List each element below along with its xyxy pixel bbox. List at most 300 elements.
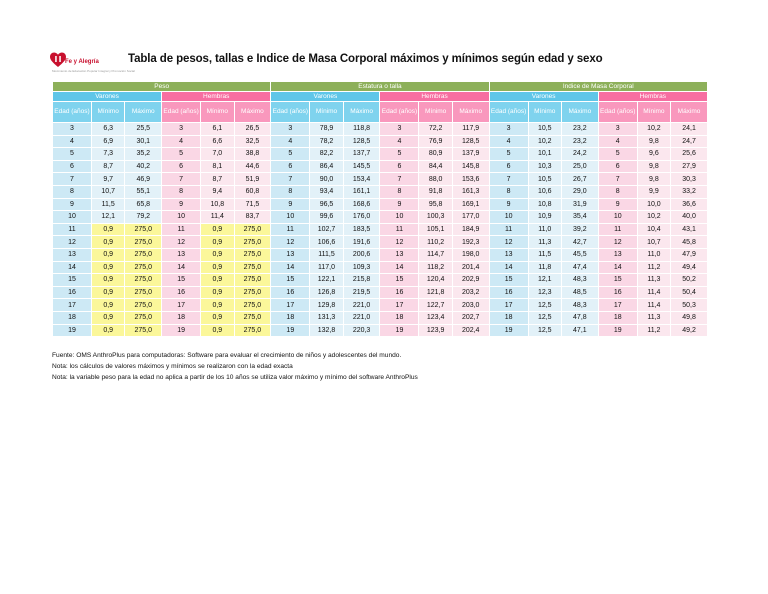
minimum-cell: 0,9 [92, 224, 124, 236]
minimum-cell: 10,1 [529, 148, 561, 160]
page-title: Tabla de pesos, tallas e Indice de Masa Corporal máximos y mínimos según edad y sexo [128, 53, 603, 65]
maximum-cell: 198,0 [453, 249, 489, 261]
minimum-cell: 0,9 [92, 287, 124, 299]
table-row [53, 249, 707, 261]
age-cell: 18 [53, 312, 91, 324]
minimum-cell: 131,3 [310, 312, 342, 324]
minimum-cell: 0,9 [201, 274, 233, 286]
note-weight-variable: Nota: la variable peso para la edad no aplica a partir de los 10 años se utiliza valor máximo y mínimo del software AnthroPlus [52, 374, 418, 381]
minimum-cell: 10,3 [529, 161, 561, 173]
minimum-cell: 11,0 [529, 224, 561, 236]
maximum-cell: 29,0 [562, 186, 598, 198]
minimum-cell: 102,7 [310, 224, 342, 236]
minimum-cell: 0,9 [201, 236, 233, 248]
age-cell: 3 [162, 123, 200, 135]
table-row [53, 211, 707, 223]
minimum-cell: 11,2 [638, 262, 670, 274]
age-cell: 5 [490, 148, 528, 160]
maximum-cell: 202,9 [453, 274, 489, 286]
age-cell: 15 [599, 274, 637, 286]
maximum-cell: 46,9 [125, 173, 161, 185]
minimum-cell: 8,7 [92, 161, 124, 173]
maximum-cell: 83,7 [235, 211, 271, 223]
age-cell: 6 [380, 161, 418, 173]
table-row [53, 186, 707, 198]
age-cell: 6 [271, 161, 309, 173]
age-cell: 15 [490, 274, 528, 286]
minimum-cell: 123,4 [419, 312, 451, 324]
maximum-cell: 118,8 [344, 123, 380, 135]
age-cell: 14 [271, 262, 309, 274]
maximum-cell: 25,5 [125, 123, 161, 135]
age-cell: 4 [53, 136, 91, 148]
group-header-peso: Peso [53, 82, 270, 91]
age-cell: 18 [599, 312, 637, 324]
maximum-cell: 32,5 [235, 136, 271, 148]
minimum-cell: 12,1 [92, 211, 124, 223]
logo-brand: Fe y Alegría [65, 59, 99, 65]
sex-header-varones: Varones [53, 92, 161, 101]
maximum-cell: 137,9 [453, 148, 489, 160]
column-header: Mínimo [529, 102, 561, 122]
minimum-cell: 11,8 [529, 262, 561, 274]
age-cell: 8 [599, 186, 637, 198]
minimum-cell: 95,8 [419, 199, 451, 211]
minimum-cell: 0,9 [92, 236, 124, 248]
age-cell: 17 [53, 299, 91, 311]
maximum-cell: 33,2 [671, 186, 707, 198]
minimum-cell: 9,7 [92, 173, 124, 185]
column-header: Máximo [671, 102, 707, 122]
maximum-cell: 35,2 [125, 148, 161, 160]
age-cell: 16 [271, 287, 309, 299]
maximum-cell: 177,0 [453, 211, 489, 223]
age-cell: 4 [599, 136, 637, 148]
maximum-cell: 128,5 [344, 136, 380, 148]
minimum-cell: 86,4 [310, 161, 342, 173]
minimum-cell: 117,0 [310, 262, 342, 274]
minimum-cell: 11,3 [529, 236, 561, 248]
table-row [53, 299, 707, 311]
column-header: Edad (años) [490, 102, 528, 122]
age-cell: 19 [380, 325, 418, 337]
maximum-cell: 128,5 [453, 136, 489, 148]
note-source: Fuente: OMS AnthroPlus para computadoras: Software para evaluar el crecimiento de niños y adolescentes del mundo. [52, 352, 402, 359]
minimum-cell: 10,5 [529, 123, 561, 135]
minimum-cell: 9,8 [638, 136, 670, 148]
minimum-cell: 0,9 [92, 274, 124, 286]
age-cell: 16 [599, 287, 637, 299]
maximum-cell: 275,0 [125, 287, 161, 299]
age-cell: 16 [490, 287, 528, 299]
maximum-cell: 275,0 [235, 299, 271, 311]
minimum-cell: 10,4 [638, 224, 670, 236]
minimum-cell: 12,3 [529, 287, 561, 299]
maximum-cell: 203,2 [453, 287, 489, 299]
maximum-cell: 200,6 [344, 249, 380, 261]
age-cell: 16 [162, 287, 200, 299]
age-cell: 7 [162, 173, 200, 185]
minimum-cell: 126,8 [310, 287, 342, 299]
age-cell: 3 [271, 123, 309, 135]
sex-header-hembras: Hembras [380, 92, 488, 101]
maximum-cell: 203,0 [453, 299, 489, 311]
column-header: Máximo [125, 102, 161, 122]
age-cell: 13 [53, 249, 91, 261]
minimum-cell: 0,9 [92, 249, 124, 261]
maximum-cell: 48,3 [562, 299, 598, 311]
maximum-cell: 153,6 [453, 173, 489, 185]
maximum-cell: 221,0 [344, 312, 380, 324]
maximum-cell: 215,8 [344, 274, 380, 286]
age-cell: 9 [380, 199, 418, 211]
age-cell: 11 [162, 224, 200, 236]
footnotes [52, 350, 418, 383]
age-cell: 19 [53, 325, 91, 337]
maximum-cell: 275,0 [125, 236, 161, 248]
maximum-cell: 275,0 [235, 312, 271, 324]
maximum-cell: 220,3 [344, 325, 380, 337]
age-cell: 15 [53, 274, 91, 286]
age-cell: 8 [271, 186, 309, 198]
column-header: Edad (años) [53, 102, 91, 122]
age-cell: 13 [380, 249, 418, 261]
age-cell: 9 [271, 199, 309, 211]
column-header: Edad (años) [162, 102, 200, 122]
sex-header-varones: Varones [490, 92, 598, 101]
maximum-cell: 275,0 [125, 262, 161, 274]
group-header-row [53, 82, 707, 91]
maximum-cell: 275,0 [235, 274, 271, 286]
minimum-cell: 10,7 [638, 236, 670, 248]
age-cell: 15 [162, 274, 200, 286]
minimum-cell: 105,1 [419, 224, 451, 236]
age-cell: 13 [162, 249, 200, 261]
minimum-cell: 7,3 [92, 148, 124, 160]
age-cell: 7 [599, 173, 637, 185]
maximum-cell: 23,2 [562, 123, 598, 135]
minimum-cell: 11,3 [638, 312, 670, 324]
age-cell: 7 [53, 173, 91, 185]
minimum-cell: 6,1 [201, 123, 233, 135]
minimum-cell: 10,6 [529, 186, 561, 198]
table-row [53, 236, 707, 248]
age-cell: 18 [162, 312, 200, 324]
age-cell: 17 [599, 299, 637, 311]
minimum-cell: 6,3 [92, 123, 124, 135]
maximum-cell: 137,7 [344, 148, 380, 160]
age-cell: 5 [162, 148, 200, 160]
growth-table [52, 81, 708, 337]
age-cell: 5 [53, 148, 91, 160]
age-cell: 6 [490, 161, 528, 173]
maximum-cell: 109,3 [344, 262, 380, 274]
age-cell: 14 [162, 262, 200, 274]
maximum-cell: 25,0 [562, 161, 598, 173]
column-header: Mínimo [419, 102, 451, 122]
minimum-cell: 8,7 [201, 173, 233, 185]
sex-header-row [53, 92, 707, 101]
age-cell: 11 [53, 224, 91, 236]
maximum-cell: 145,5 [344, 161, 380, 173]
column-header: Mínimo [638, 102, 670, 122]
minimum-cell: 11,0 [638, 249, 670, 261]
age-cell: 13 [599, 249, 637, 261]
age-cell: 4 [162, 136, 200, 148]
maximum-cell: 275,0 [235, 224, 271, 236]
maximum-cell: 44,6 [235, 161, 271, 173]
minimum-cell: 10,5 [529, 173, 561, 185]
minimum-cell: 7,0 [201, 148, 233, 160]
age-cell: 12 [271, 236, 309, 248]
column-header: Máximo [235, 102, 271, 122]
maximum-cell: 40,0 [671, 211, 707, 223]
minimum-cell: 0,9 [201, 262, 233, 274]
minimum-cell: 111,5 [310, 249, 342, 261]
maximum-cell: 35,4 [562, 211, 598, 223]
age-cell: 19 [162, 325, 200, 337]
maximum-cell: 36,6 [671, 199, 707, 211]
minimum-cell: 88,0 [419, 173, 451, 185]
age-cell: 7 [380, 173, 418, 185]
maximum-cell: 60,8 [235, 186, 271, 198]
age-cell: 11 [380, 224, 418, 236]
group-header-estatura: Estatura o talla [271, 82, 488, 91]
maximum-cell: 49,2 [671, 325, 707, 337]
age-cell: 15 [271, 274, 309, 286]
maximum-cell: 221,0 [344, 299, 380, 311]
minimum-cell: 96,5 [310, 199, 342, 211]
minimum-cell: 91,8 [419, 186, 451, 198]
age-cell: 3 [380, 123, 418, 135]
maximum-cell: 38,8 [235, 148, 271, 160]
age-cell: 5 [380, 148, 418, 160]
minimum-cell: 10,2 [529, 136, 561, 148]
minimum-cell: 80,9 [419, 148, 451, 160]
minimum-cell: 0,9 [201, 287, 233, 299]
minimum-cell: 11,5 [92, 199, 124, 211]
table-row [53, 199, 707, 211]
minimum-cell: 0,9 [92, 325, 124, 337]
maximum-cell: 40,2 [125, 161, 161, 173]
maximum-cell: 50,2 [671, 274, 707, 286]
minimum-cell: 118,2 [419, 262, 451, 274]
maximum-cell: 176,0 [344, 211, 380, 223]
age-cell: 10 [490, 211, 528, 223]
minimum-cell: 10,7 [92, 186, 124, 198]
maximum-cell: 51,9 [235, 173, 271, 185]
maximum-cell: 24,2 [562, 148, 598, 160]
age-cell: 7 [490, 173, 528, 185]
minimum-cell: 11,5 [529, 249, 561, 261]
minimum-cell: 12,5 [529, 312, 561, 324]
sex-header-hembras: Hembras [599, 92, 707, 101]
minimum-cell: 0,9 [201, 224, 233, 236]
age-cell: 4 [490, 136, 528, 148]
maximum-cell: 39,2 [562, 224, 598, 236]
minimum-cell: 0,9 [92, 262, 124, 274]
minimum-cell: 11,2 [638, 325, 670, 337]
maximum-cell: 47,1 [562, 325, 598, 337]
age-cell: 8 [162, 186, 200, 198]
maximum-cell: 183,5 [344, 224, 380, 236]
minimum-cell: 0,9 [92, 299, 124, 311]
minimum-cell: 0,9 [201, 299, 233, 311]
column-header: Edad (años) [380, 102, 418, 122]
minimum-cell: 100,3 [419, 211, 451, 223]
minimum-cell: 9,8 [638, 161, 670, 173]
minimum-cell: 9,6 [638, 148, 670, 160]
maximum-cell: 25,6 [671, 148, 707, 160]
age-cell: 5 [271, 148, 309, 160]
maximum-cell: 24,1 [671, 123, 707, 135]
maximum-cell: 45,8 [671, 236, 707, 248]
maximum-cell: 49,4 [671, 262, 707, 274]
age-cell: 11 [271, 224, 309, 236]
maximum-cell: 202,4 [453, 325, 489, 337]
minimum-cell: 121,8 [419, 287, 451, 299]
minimum-cell: 76,9 [419, 136, 451, 148]
sex-header-hembras: Hembras [162, 92, 270, 101]
maximum-cell: 275,0 [235, 236, 271, 248]
maximum-cell: 47,4 [562, 262, 598, 274]
maximum-cell: 48,3 [562, 274, 598, 286]
minimum-cell: 122,1 [310, 274, 342, 286]
table-row [53, 274, 707, 286]
group-header-imc: Indice de Masa Corporal [490, 82, 707, 91]
maximum-cell: 65,8 [125, 199, 161, 211]
maximum-cell: 49,8 [671, 312, 707, 324]
age-cell: 12 [599, 236, 637, 248]
maximum-cell: 184,9 [453, 224, 489, 236]
minimum-cell: 8,1 [201, 161, 233, 173]
age-cell: 11 [599, 224, 637, 236]
minimum-cell: 114,7 [419, 249, 451, 261]
maximum-cell: 30,1 [125, 136, 161, 148]
maximum-cell: 42,7 [562, 236, 598, 248]
age-cell: 8 [53, 186, 91, 198]
column-header-row [53, 102, 707, 122]
age-cell: 9 [53, 199, 91, 211]
maximum-cell: 79,2 [125, 211, 161, 223]
maximum-cell: 219,5 [344, 287, 380, 299]
maximum-cell: 26,5 [235, 123, 271, 135]
table-row [53, 173, 707, 185]
minimum-cell: 11,3 [638, 274, 670, 286]
maximum-cell: 161,1 [344, 186, 380, 198]
note-exact-age: Nota: los cálculos de valores máximos y mínimos se realizaron con la edad exacta [52, 363, 293, 370]
age-cell: 19 [599, 325, 637, 337]
maximum-cell: 31,9 [562, 199, 598, 211]
column-header: Mínimo [92, 102, 124, 122]
age-cell: 8 [490, 186, 528, 198]
minimum-cell: 6,6 [201, 136, 233, 148]
age-cell: 6 [53, 161, 91, 173]
minimum-cell: 9,9 [638, 186, 670, 198]
maximum-cell: 275,0 [125, 325, 161, 337]
age-cell: 18 [271, 312, 309, 324]
age-cell: 14 [490, 262, 528, 274]
age-cell: 14 [53, 262, 91, 274]
table-row [53, 136, 707, 148]
age-cell: 12 [162, 236, 200, 248]
maximum-cell: 275,0 [125, 312, 161, 324]
maximum-cell: 26,7 [562, 173, 598, 185]
maximum-cell: 24,7 [671, 136, 707, 148]
column-header: Edad (años) [599, 102, 637, 122]
column-header: Mínimo [310, 102, 342, 122]
age-cell: 4 [380, 136, 418, 148]
age-cell: 3 [53, 123, 91, 135]
minimum-cell: 106,6 [310, 236, 342, 248]
age-cell: 17 [271, 299, 309, 311]
sex-header-varones: Varones [271, 92, 379, 101]
age-cell: 3 [599, 123, 637, 135]
table-row [53, 161, 707, 173]
age-cell: 9 [599, 199, 637, 211]
maximum-cell: 275,0 [235, 262, 271, 274]
minimum-cell: 10,0 [638, 199, 670, 211]
age-cell: 9 [490, 199, 528, 211]
minimum-cell: 90,0 [310, 173, 342, 185]
minimum-cell: 12,1 [529, 274, 561, 286]
maximum-cell: 275,0 [125, 274, 161, 286]
maximum-cell: 71,5 [235, 199, 271, 211]
minimum-cell: 110,2 [419, 236, 451, 248]
minimum-cell: 11,4 [638, 287, 670, 299]
age-cell: 5 [599, 148, 637, 160]
minimum-cell: 0,9 [92, 312, 124, 324]
maximum-cell: 153,4 [344, 173, 380, 185]
age-cell: 11 [490, 224, 528, 236]
age-cell: 17 [490, 299, 528, 311]
table-row [53, 224, 707, 236]
maximum-cell: 55,1 [125, 186, 161, 198]
maximum-cell: 23,2 [562, 136, 598, 148]
minimum-cell: 122,7 [419, 299, 451, 311]
maximum-cell: 48,5 [562, 287, 598, 299]
maximum-cell: 47,9 [671, 249, 707, 261]
age-cell: 3 [490, 123, 528, 135]
maximum-cell: 145,8 [453, 161, 489, 173]
maximum-cell: 191,6 [344, 236, 380, 248]
age-cell: 16 [53, 287, 91, 299]
minimum-cell: 11,4 [201, 211, 233, 223]
age-cell: 14 [380, 262, 418, 274]
table-row [53, 123, 707, 135]
age-cell: 18 [490, 312, 528, 324]
minimum-cell: 123,9 [419, 325, 451, 337]
minimum-cell: 10,2 [638, 123, 670, 135]
age-cell: 12 [490, 236, 528, 248]
maximum-cell: 202,7 [453, 312, 489, 324]
age-cell: 9 [162, 199, 200, 211]
age-cell: 17 [380, 299, 418, 311]
column-header: Máximo [344, 102, 380, 122]
fe-y-alegria-logo [50, 52, 135, 74]
minimum-cell: 84,4 [419, 161, 451, 173]
minimum-cell: 78,2 [310, 136, 342, 148]
minimum-cell: 132,8 [310, 325, 342, 337]
minimum-cell: 99,6 [310, 211, 342, 223]
minimum-cell: 93,4 [310, 186, 342, 198]
age-cell: 13 [271, 249, 309, 261]
minimum-cell: 11,4 [638, 299, 670, 311]
minimum-cell: 6,9 [92, 136, 124, 148]
minimum-cell: 129,8 [310, 299, 342, 311]
age-cell: 10 [53, 211, 91, 223]
logo-tagline: Movimiento de Educación Popular Integral y Promoción Social [52, 69, 135, 73]
